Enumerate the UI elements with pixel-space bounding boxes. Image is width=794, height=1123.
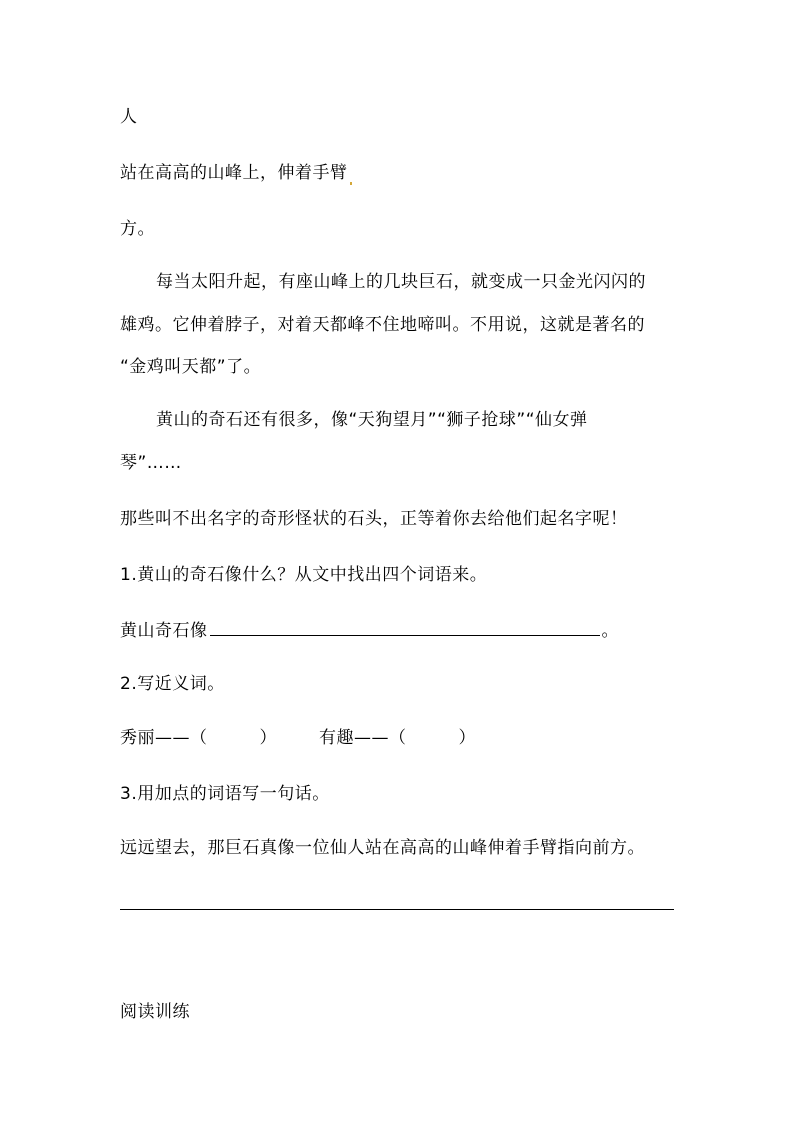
section-heading-reading-practice: 阅读训练 (120, 1002, 190, 1022)
question-3-answer-line[interactable] (120, 909, 674, 910)
fragment-line-3: 方。 (120, 219, 155, 239)
question-1-suffix: 。 (601, 621, 619, 641)
paragraph-unnamed-rocks: 那些叫不出名字的奇形怪状的石头，正等着你去给他们起名字呢！ (120, 509, 628, 529)
paragraph-golden-rooster-line-1: 每当太阳升起，有座山峰上的几块巨石，就变成一只金光闪闪的 (156, 272, 646, 292)
synonym-word-b: 有趣——（ (319, 728, 407, 748)
question-1: 1.黄山的奇石像什么？从文中找出四个词语来。 (120, 565, 488, 585)
emphasis-dot-mark (350, 182, 352, 185)
synonym-word-a: 秀丽——（ (120, 728, 208, 748)
question-1-answer-blank[interactable] (210, 617, 600, 636)
fragment-line-1: 人 (120, 107, 138, 127)
question-1-prefix: 黄山奇石像 (120, 621, 208, 641)
paragraph-golden-rooster-line-2: 雄鸡。它伸着脖子，对着天都峰不住地啼叫。不用说，这就是著名的 (120, 315, 645, 335)
synonym-word-b-close: ） (458, 728, 476, 748)
paragraph-golden-rooster-line-3: “金鸡叫天都”了。 (120, 357, 262, 377)
fragment-line-2 (120, 161, 352, 185)
paragraph-more-rocks-line-1: 黄山的奇石还有很多，像“天狗望月”“狮子抢球”“仙女弹 (156, 410, 588, 430)
paragraph-more-rocks-line-2: 琴”…… (120, 453, 182, 473)
question-1-answer-row (120, 617, 619, 643)
fragment-line-2-text: 站在高高的山峰上，伸着手臂 (120, 163, 348, 183)
question-2: 2.写近义词。 (120, 674, 225, 694)
question-3: 3.用加点的词语写一句话。 (120, 784, 330, 804)
synonym-word-a-close: ） (259, 728, 277, 748)
question-2-synonyms-row (120, 726, 476, 750)
question-3-example-sentence: 远远望去，那巨石真像一位仙人站在高高的山峰伸着手臂指向前方。 (120, 838, 645, 858)
